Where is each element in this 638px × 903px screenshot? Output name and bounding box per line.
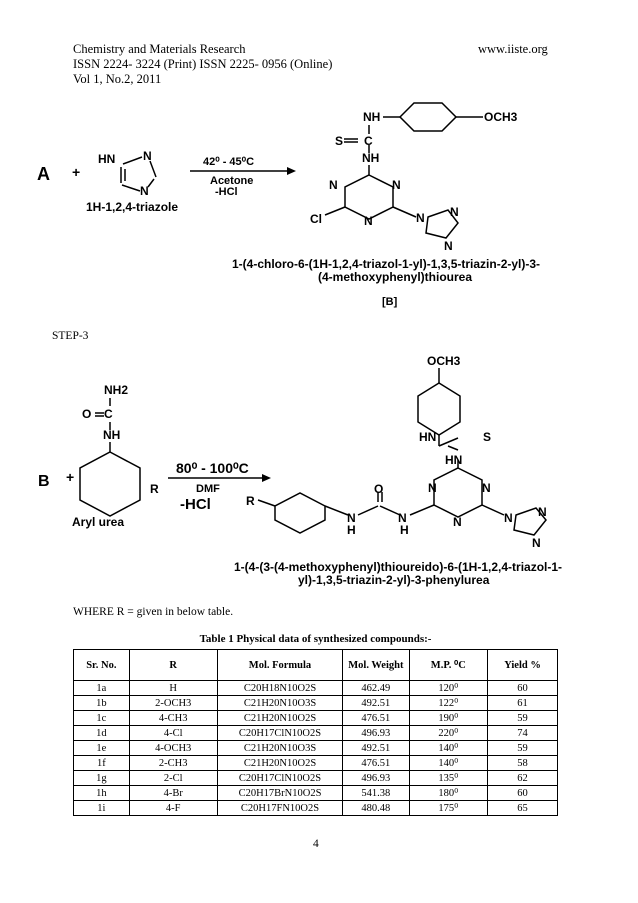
cell-mw: 476.51 <box>343 711 409 726</box>
arrow-head <box>287 167 296 175</box>
cell-mp: 180⁰ <box>409 786 487 801</box>
atom-n: N <box>428 481 437 495</box>
cell-r: 2-Cl <box>129 771 217 786</box>
scheme-a <box>0 95 638 320</box>
methoxyphenyl-ring <box>325 103 483 238</box>
cell-r: 4-CH3 <box>129 711 217 726</box>
col-header: Mol. Formula <box>217 650 342 681</box>
table-row <box>74 681 558 696</box>
cell-r: H <box>129 681 217 696</box>
atom-nh: NH <box>362 151 380 165</box>
product-label: [B] <box>382 296 398 308</box>
cell-yield: 62 <box>488 771 558 786</box>
atom-n: N <box>364 214 373 228</box>
atom-n: N <box>482 481 491 495</box>
atom-n: N <box>392 178 401 192</box>
atom-n: N <box>398 511 407 525</box>
cell-formula: C21H20N10O3S <box>217 696 342 711</box>
cell-yield: 59 <box>488 741 558 756</box>
cell-mw: 462.49 <box>343 681 409 696</box>
cell-r: 4-Br <box>129 786 217 801</box>
atom-n: N <box>329 178 338 192</box>
table-caption: Table 1 Physical data of synthesized compounds:- <box>199 633 432 645</box>
condition-byproduct: -HCl <box>180 496 211 513</box>
atom-c: C <box>364 134 373 148</box>
cell-yield: 58 <box>488 756 558 771</box>
atom-n: N <box>504 511 513 525</box>
cell-yield: 74 <box>488 726 558 741</box>
atom-och3: OCH3 <box>427 354 461 368</box>
physical-data-table <box>73 649 558 816</box>
reactant-b-label: B <box>38 473 50 490</box>
condition-solvent: Acetone <box>210 175 254 187</box>
cell-yield: 60 <box>488 786 558 801</box>
atom-hn: HN <box>419 430 437 444</box>
cell-r: 4-F <box>129 801 217 816</box>
issn-line: ISSN 2224- 3224 (Print) ISSN 2225- 0956 (Online) <box>73 57 333 71</box>
table-row <box>74 696 558 711</box>
table-header-row <box>74 650 558 681</box>
cell-yield: 59 <box>488 711 558 726</box>
table-row <box>74 756 558 771</box>
product-name-line1: 1-(4-chloro-6-(1H-1,2,4-triazol-1-yl)-1,3,5-triazin-2-yl)-3- <box>232 257 541 271</box>
table-row <box>74 786 558 801</box>
table-row <box>74 801 558 816</box>
plus-sign: + <box>72 164 81 180</box>
atom-n: N <box>143 149 152 163</box>
cell-formula: C20H17ClN10O2S <box>217 771 342 786</box>
journal-title: Chemistry and Materials Research <box>73 42 246 56</box>
table-row <box>74 741 558 756</box>
cell-mp: 190⁰ <box>409 711 487 726</box>
atom-och3: OCH3 <box>484 110 518 124</box>
atom-nh: NH <box>363 110 381 124</box>
atom-n: N <box>416 211 425 225</box>
arrow-head <box>262 474 271 482</box>
cell-formula: C21H20N10O2S <box>217 711 342 726</box>
condition-temp: 80⁰ - 100⁰C <box>176 460 249 476</box>
cell-mp: 135⁰ <box>409 771 487 786</box>
cell-r: 2-CH3 <box>129 756 217 771</box>
atom-r: R <box>246 494 255 508</box>
cell-formula: C20H17BrN10O2S <box>217 786 342 801</box>
atom-s: S <box>335 134 344 148</box>
reagent-name: Aryl urea <box>72 515 125 529</box>
atom-hn: HN <box>98 152 116 166</box>
product-name-line2: (4-methoxyphenyl)thiourea <box>318 270 473 284</box>
atom-n: N <box>538 505 547 519</box>
condition-byproduct: -HCl <box>215 186 238 198</box>
product-structure <box>258 368 546 535</box>
col-header: Sr. No. <box>74 650 130 681</box>
atom-r: R <box>150 482 159 496</box>
cell-no: 1d <box>74 726 130 741</box>
col-header: R <box>129 650 217 681</box>
page-number: 4 <box>313 838 319 850</box>
cell-formula: C20H18N10O2S <box>217 681 342 696</box>
cell-no: 1b <box>74 696 130 711</box>
atom-c: C <box>104 407 113 421</box>
atom-hn: HN <box>445 453 463 467</box>
table-row <box>74 771 558 786</box>
reagent-name: 1H-1,2,4-triazole <box>86 200 179 214</box>
cell-mp: 175⁰ <box>409 801 487 816</box>
atom-n: N <box>140 184 149 198</box>
cell-formula: C20H17FN10O2S <box>217 801 342 816</box>
atom-o: O <box>82 407 92 421</box>
product-name-line2: yl)-1,3,5-triazin-2-yl)-3-phenylurea <box>298 573 490 587</box>
volume-line: Vol 1, No.2, 2011 <box>73 72 162 86</box>
atom-s: S <box>483 430 492 444</box>
product-name-line1: 1-(4-(3-(4-methoxyphenyl)thioureido)-6-(1H-1,2,4-triazol-1- <box>234 560 563 574</box>
col-header: Yield % <box>488 650 558 681</box>
cell-no: 1i <box>74 801 130 816</box>
where-r-note: WHERE R = given in below table. <box>73 606 234 618</box>
cell-r: 2-OCH3 <box>129 696 217 711</box>
cell-yield: 61 <box>488 696 558 711</box>
cell-mw: 496.93 <box>343 771 409 786</box>
col-header: Mol. Weight <box>343 650 409 681</box>
scheme-b <box>0 350 638 590</box>
atom-h: H <box>347 523 356 537</box>
cell-mw: 496.93 <box>343 726 409 741</box>
cell-r: 4-Cl <box>129 726 217 741</box>
col-header: M.P. ⁰C <box>409 650 487 681</box>
atom-nh2: NH2 <box>104 383 129 397</box>
cell-mp: 122⁰ <box>409 696 487 711</box>
atom-cl: Cl <box>310 212 322 226</box>
condition-solvent: DMF <box>196 483 220 495</box>
cell-no: 1g <box>74 771 130 786</box>
cell-no: 1c <box>74 711 130 726</box>
table-row <box>74 711 558 726</box>
cell-mw: 480.48 <box>343 801 409 816</box>
journal-website: www.iiste.org <box>478 42 548 56</box>
atom-n: N <box>453 515 462 529</box>
atom-h: H <box>400 523 409 537</box>
cell-no: 1f <box>74 756 130 771</box>
cell-mw: 541.38 <box>343 786 409 801</box>
cell-mp: 220⁰ <box>409 726 487 741</box>
atom-n: N <box>450 205 459 219</box>
cell-yield: 65 <box>488 801 558 816</box>
cell-r: 4-OCH3 <box>129 741 217 756</box>
atom-nh: NH <box>103 428 121 442</box>
cell-formula: C21H20N10O3S <box>217 741 342 756</box>
table-row <box>74 726 558 741</box>
atom-o: O <box>374 482 384 496</box>
atom-n: N <box>347 511 356 525</box>
cell-no: 1a <box>74 681 130 696</box>
atom-n: N <box>444 239 453 253</box>
condition-temp: 42⁰ - 45⁰C <box>203 156 255 168</box>
reactant-a-label: A <box>37 164 50 184</box>
cell-no: 1h <box>74 786 130 801</box>
cell-mw: 492.51 <box>343 696 409 711</box>
cell-no: 1e <box>74 741 130 756</box>
cell-formula: C21H20N10O2S <box>217 756 342 771</box>
cell-mp: 120⁰ <box>409 681 487 696</box>
step-3-label: STEP-3 <box>52 330 89 342</box>
cell-yield: 60 <box>488 681 558 696</box>
cell-mp: 140⁰ <box>409 741 487 756</box>
cell-formula: C20H17ClN10O2S <box>217 726 342 741</box>
cell-mp: 140⁰ <box>409 756 487 771</box>
plus-sign: + <box>66 469 75 485</box>
cell-mw: 476.51 <box>343 756 409 771</box>
cell-mw: 492.51 <box>343 741 409 756</box>
atom-n: N <box>532 536 541 550</box>
